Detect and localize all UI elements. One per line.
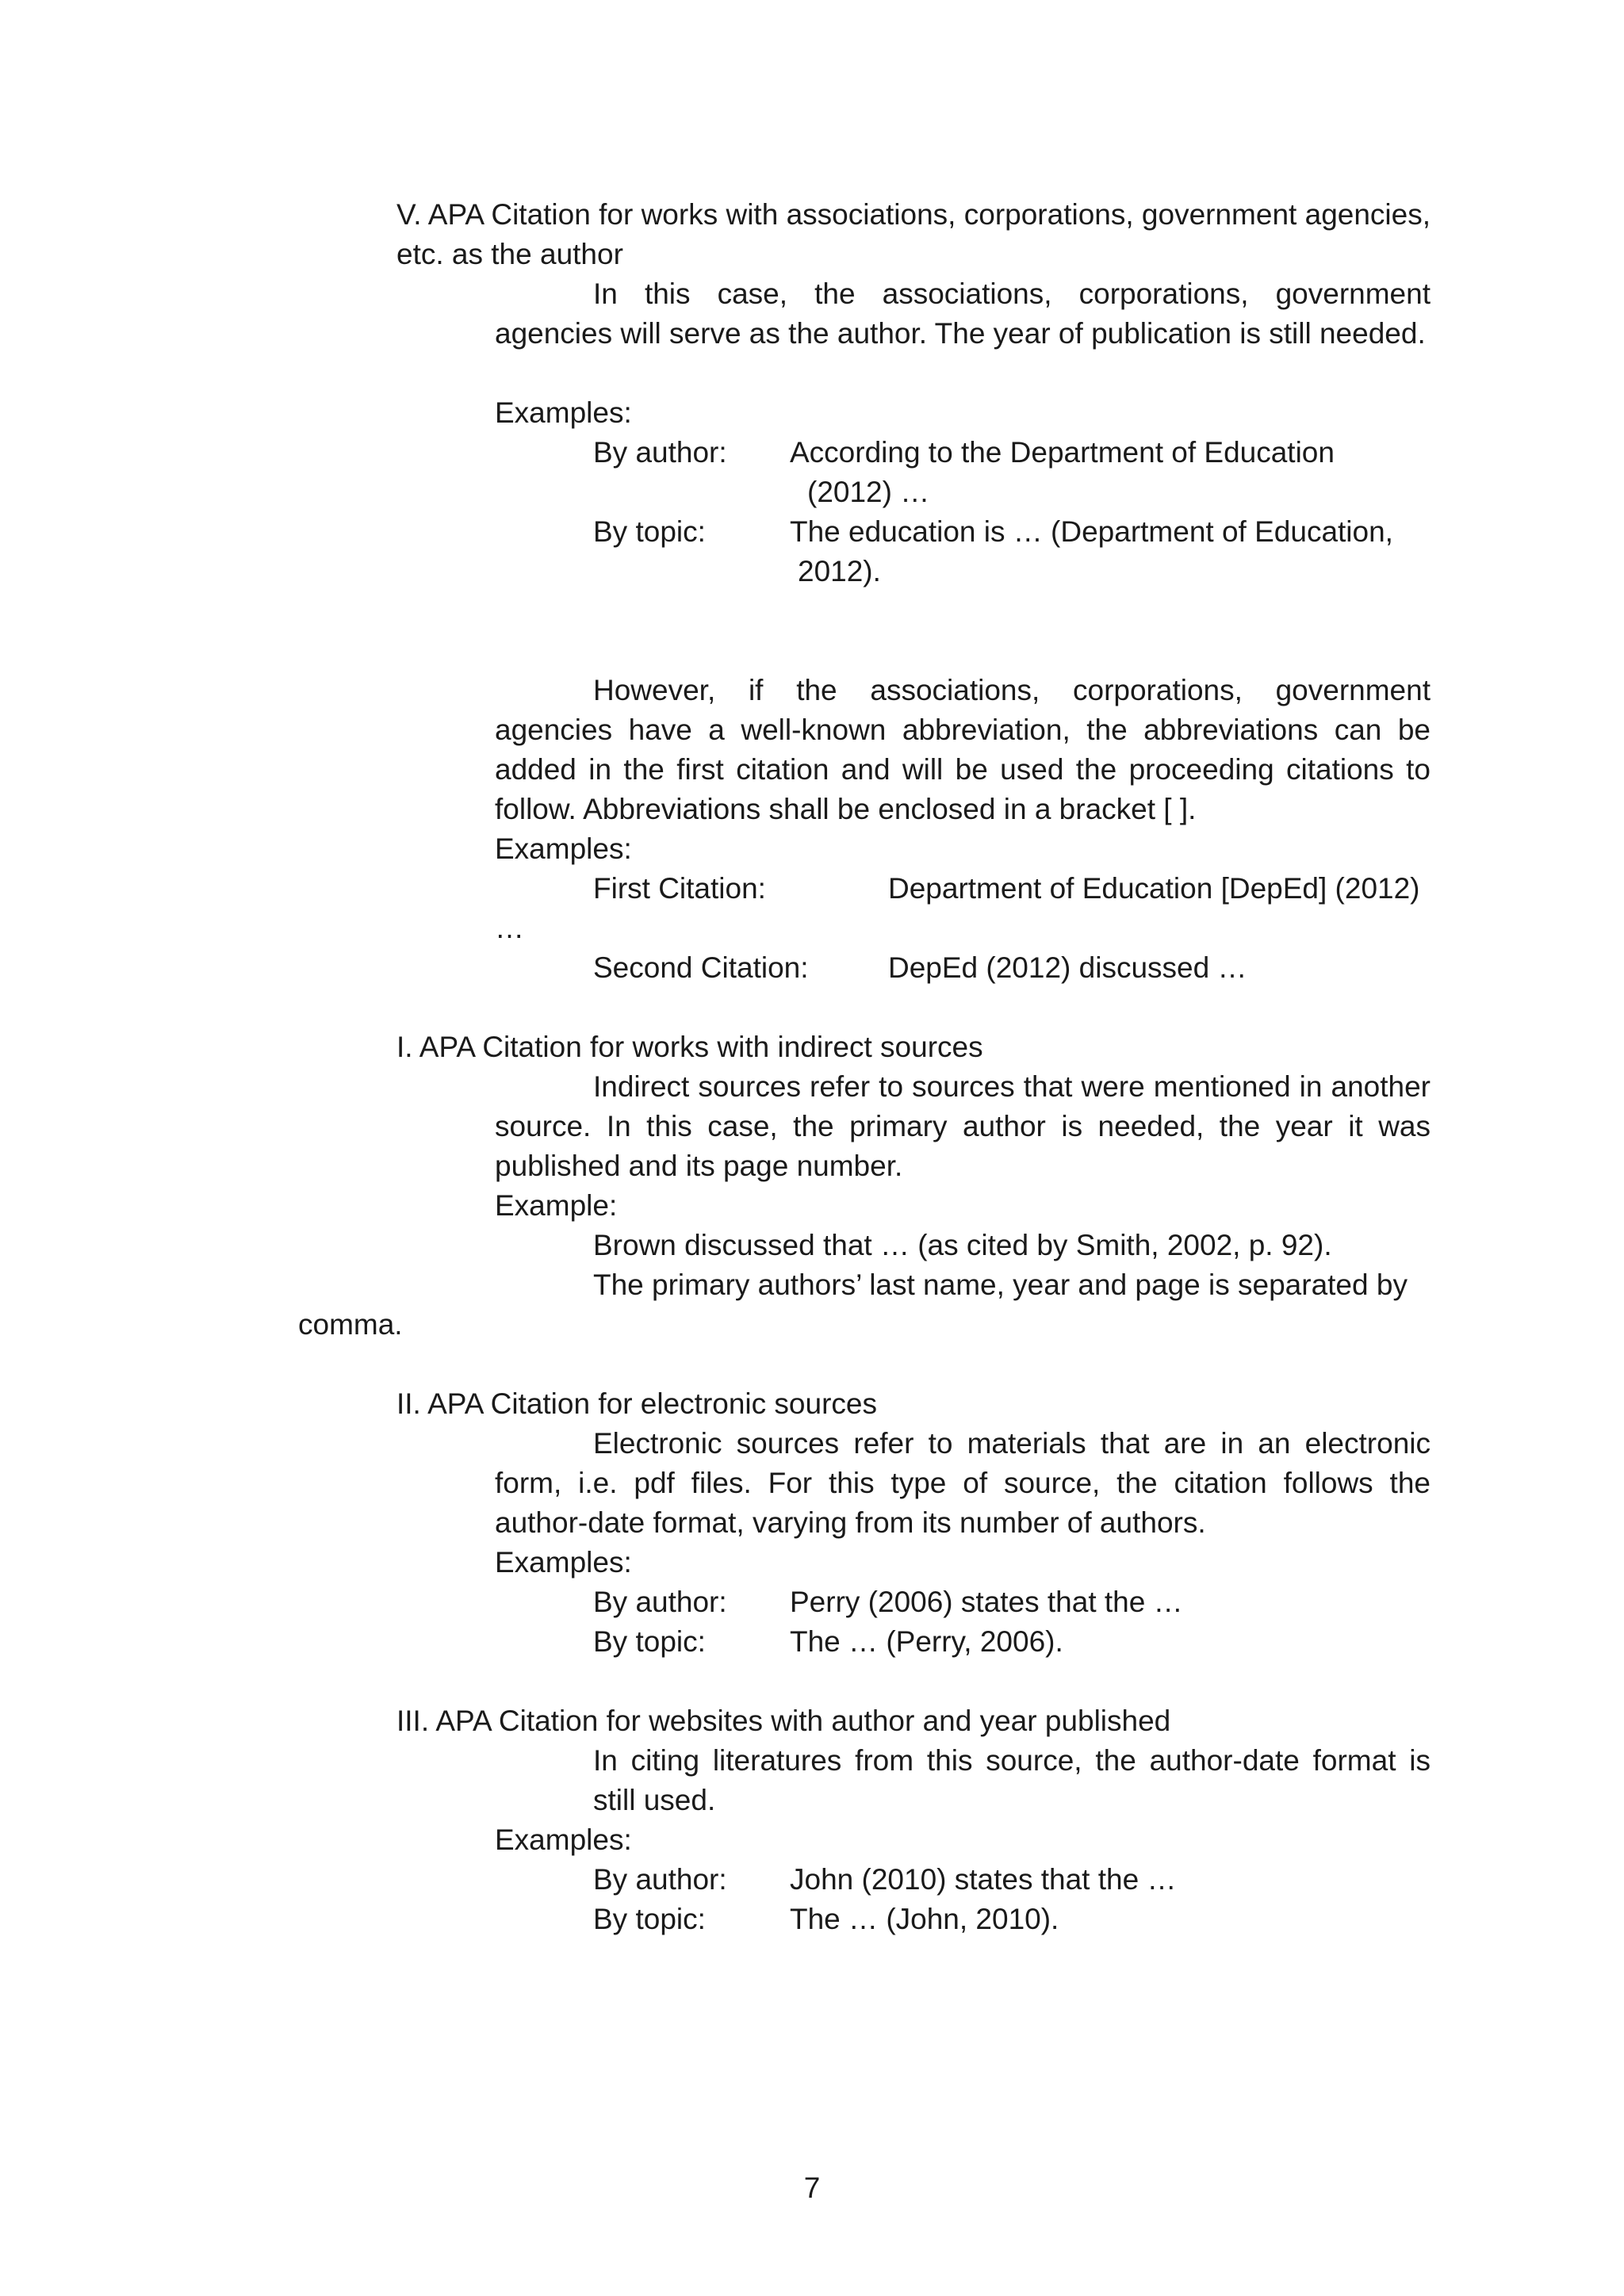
section-ii-paragraph: Electronic sources refer to materials that are in an electronic form, i.e. pdf files. For this type of source, the citation follows the author-date format, varying from its number of authors. xyxy=(495,1427,1431,1539)
example-value-by-topic-cont: 2012). xyxy=(798,555,881,587)
section-i-heading: I. APA Citation for works with indirect sources xyxy=(396,1031,983,1063)
example-value-by-author: According to the Department of Education xyxy=(790,436,1335,469)
section-iii-heading: III. APA Citation for websites with author and year published xyxy=(396,1705,1171,1737)
example-value-by-author-cont: (2012) … xyxy=(807,476,930,508)
section-ii-examples-label: Examples: xyxy=(495,1546,632,1578)
example-value-second-citation: DepEd (2012) discussed … xyxy=(888,951,1247,984)
example-label-by-author: By author: xyxy=(593,1586,727,1618)
section-i-paragraph: Indirect sources refer to sources that were mentioned in another source. In this case, the primary author is needed, the year it was published and its page number. xyxy=(495,1070,1431,1182)
example-label-by-topic: By topic: xyxy=(593,515,706,548)
page-number: 7 xyxy=(803,2172,821,2204)
example-label-first-citation: First Citation: xyxy=(593,872,766,905)
example-value-first-citation-cont: … xyxy=(495,912,524,944)
section-v-examples-label: Examples: xyxy=(495,396,632,429)
section-i-example-text: Brown discussed that … (as cited by Smith, 2002, p. 92). xyxy=(593,1229,1332,1261)
example-value-by-topic: The … (Perry, 2006). xyxy=(790,1625,1063,1658)
section-v-paragraph: In this case, the associations, corporations, government agencies will serve as the author. The year of publication is still needed. xyxy=(495,277,1431,350)
section-i-note-cont: comma. xyxy=(298,1308,403,1341)
section-v-heading: V. APA Citation for works with associations, corporations, government agencies, etc. as the author xyxy=(396,198,1431,270)
example-value-by-author: John (2010) states that the … xyxy=(790,1863,1177,1896)
example-label-by-author: By author: xyxy=(593,1863,727,1896)
example-value-by-topic: The education is … (Department of Education, xyxy=(790,515,1393,548)
section-v-paragraph-abbreviation: However, if the associations, corporations, government agencies have a well-known abbreviation, the abbreviations can be added in the first citation and will be used the proceeding citations to follow. Abbreviations shall be enclosed in a bracket [ ]. xyxy=(495,674,1431,825)
section-iii-paragraph: In citing literatures from this source, the author-date format is still used. xyxy=(593,1744,1431,1816)
section-i-example-label: Example: xyxy=(495,1189,618,1222)
example-value-first-citation: Department of Education [DepEd] (2012) xyxy=(888,872,1420,905)
section-iii-examples-label: Examples: xyxy=(495,1823,632,1856)
example-value-by-topic: The … (John, 2010). xyxy=(790,1903,1059,1935)
section-i-note: The primary authors’ last name, year and page is separated by xyxy=(593,1269,1408,1301)
example-label-by-author: By author: xyxy=(593,436,727,469)
example-label-by-topic: By topic: xyxy=(593,1625,706,1658)
section-ii-heading: II. APA Citation for electronic sources xyxy=(396,1387,877,1420)
example-label-by-topic: By topic: xyxy=(593,1903,706,1935)
example-label-second-citation: Second Citation: xyxy=(593,951,809,984)
section-v-examples2-label: Examples: xyxy=(495,832,632,865)
example-value-by-author: Perry (2006) states that the … xyxy=(790,1586,1183,1618)
